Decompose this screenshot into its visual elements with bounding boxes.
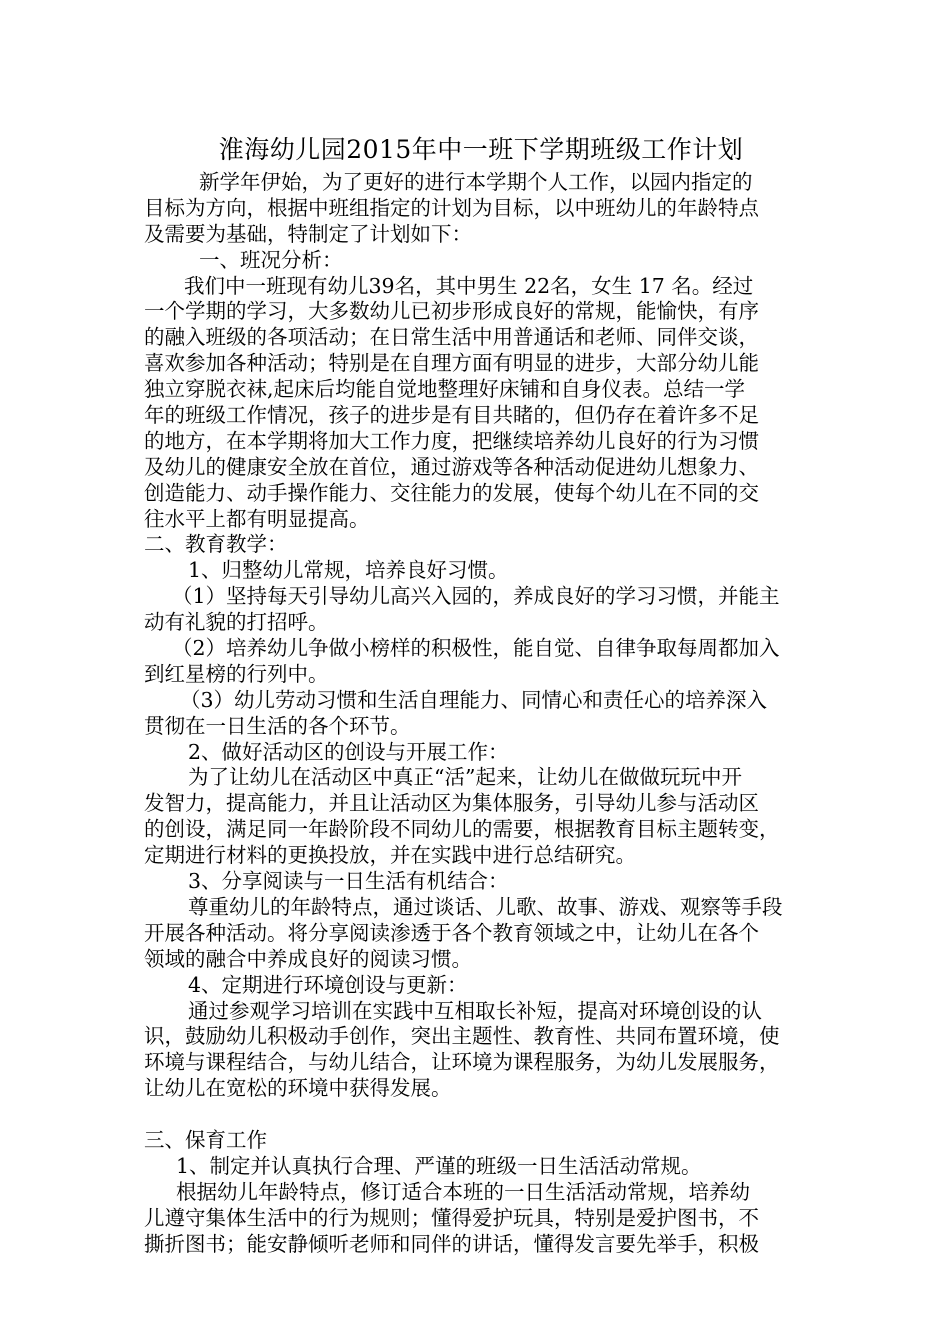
body-line: 到红星榜的行列中。 — [144, 661, 329, 686]
body-line: 让幼儿在宽松的环境中获得发展。 — [144, 1076, 452, 1101]
blank-line — [144, 1102, 814, 1128]
body-line: 二、教育教学： — [144, 532, 288, 557]
body-line: 的创设，满足同一年龄阶段不同幼儿的需要，根据教育目标主题转变， — [144, 817, 780, 842]
body-line: 往水平上都有明显提高。 — [144, 506, 370, 531]
body-line: 独立穿脱衣袜,起床后均能自觉地整理好床铺和自身仪表。总结一学 — [144, 377, 746, 402]
body-line: 贯彻在一日生活的各个环节。 — [144, 713, 411, 738]
document-body — [144, 170, 814, 1257]
body-line: 开展各种活动。将分享阅读渗透于各个教育领域之中，让幼儿在各个 — [144, 920, 759, 945]
body-line: 一、班况分析： — [199, 247, 343, 272]
body-line: 2、做好活动区的创设与开展工作： — [188, 739, 509, 764]
body-line: 动有礼貌的打招呼。 — [144, 610, 329, 635]
body-line: 新学年伊始，为了更好的进行本学期个人工作，以园内指定的 — [199, 170, 753, 194]
body-line: 4、定期进行环境创设与更新： — [188, 972, 468, 997]
document-title: 淮海幼儿园2015年中一班下学期班级工作计划 — [218, 135, 744, 164]
body-line: 通过参观学习培训在实践中互相取长补短，提高对环境创设的认 — [188, 998, 762, 1023]
body-line: （1）坚持每天引导幼儿高兴入园的，养成良好的学习习惯，并能主 — [172, 584, 780, 609]
body-line: （2）培养幼儿争做小榜样的积极性，能自觉、自律争取每周都加入 — [172, 636, 780, 661]
body-line: 领域的融合中养成良好的阅读习惯。 — [144, 946, 472, 971]
body-line: 环境与课程结合，与幼儿结合，让环境为课程服务，为幼儿发展服务， — [144, 1050, 780, 1075]
body-line: 发智力，提高能力，并且让活动区为集体服务，引导幼儿参与活动区 — [144, 791, 759, 816]
body-line: 及需要为基础，特制定了计划如下： — [144, 221, 472, 246]
body-line: 的地方，在本学期将加大工作力度，把继续培养幼儿良好的行为习惯 — [144, 428, 759, 453]
body-line: 识，鼓励幼儿积极动手创作，突出主题性、教育性、共同布置环境，使 — [144, 1024, 780, 1049]
body-line: 尊重幼儿的年龄特点，通过谈话、儿歌、故事、游戏、观察等手段 — [188, 894, 783, 919]
body-line: 三、保育工作 — [144, 1127, 267, 1152]
body-line: 撕折图书；能安静倾听老师和同伴的讲话，懂得发言要先举手，积极 — [144, 1231, 759, 1256]
body-line: 为了让幼儿在活动区中真正“活”起来，让幼儿在做做玩玩中开 — [188, 765, 742, 790]
body-line: 一个学期的学习，大多数幼儿已初步形成良好的常规，能愉快，有序 — [144, 299, 759, 324]
body-line: 创造能力、动手操作能力、交往能力的发展，使每个幼儿在不同的交 — [144, 480, 759, 505]
body-line: 喜欢参加各种活动；特别是在自理方面有明显的进步，大部分幼儿能 — [144, 351, 759, 376]
body-line: 根据幼儿年龄特点，修订适合本班的一日生活活动常规，培养幼 — [176, 1179, 750, 1204]
body-line: 我们中一班现有幼儿39名，其中男生 22名，女生 17 名。经过 — [184, 273, 754, 298]
body-line: 3、分享阅读与一日生活有机结合： — [188, 869, 509, 894]
body-line: 1、归整幼儿常规，培养良好习惯。 — [188, 558, 509, 583]
body-line: （3）幼儿劳动习惯和生活自理能力、同情心和责任心的培养深入 — [180, 687, 768, 712]
body-line: 及幼儿的健康安全放在首位，通过游戏等各种活动促进幼儿想象力、 — [144, 454, 759, 479]
body-line: 的融入班级的各项活动；在日常生活中用普通话和老师、同伴交谈， — [144, 325, 759, 350]
document-page — [144, 130, 814, 1257]
body-line: 目标为方向，根据中班组指定的计划为目标，以中班幼儿的年龄特点 — [144, 195, 759, 220]
body-line: 定期进行材料的更换投放，并在实践中进行总结研究。 — [144, 843, 636, 868]
body-line: 儿遵守集体生活中的行为规则；懂得爱护玩具，特别是爱护图书，不 — [144, 1205, 759, 1230]
body-line: 年的班级工作情况，孩子的进步是有目共睹的，但仍存在着许多不足 — [144, 403, 759, 428]
body-line: 1、制定并认真执行合理、严谨的班级一日生活活动常规。 — [176, 1153, 702, 1178]
